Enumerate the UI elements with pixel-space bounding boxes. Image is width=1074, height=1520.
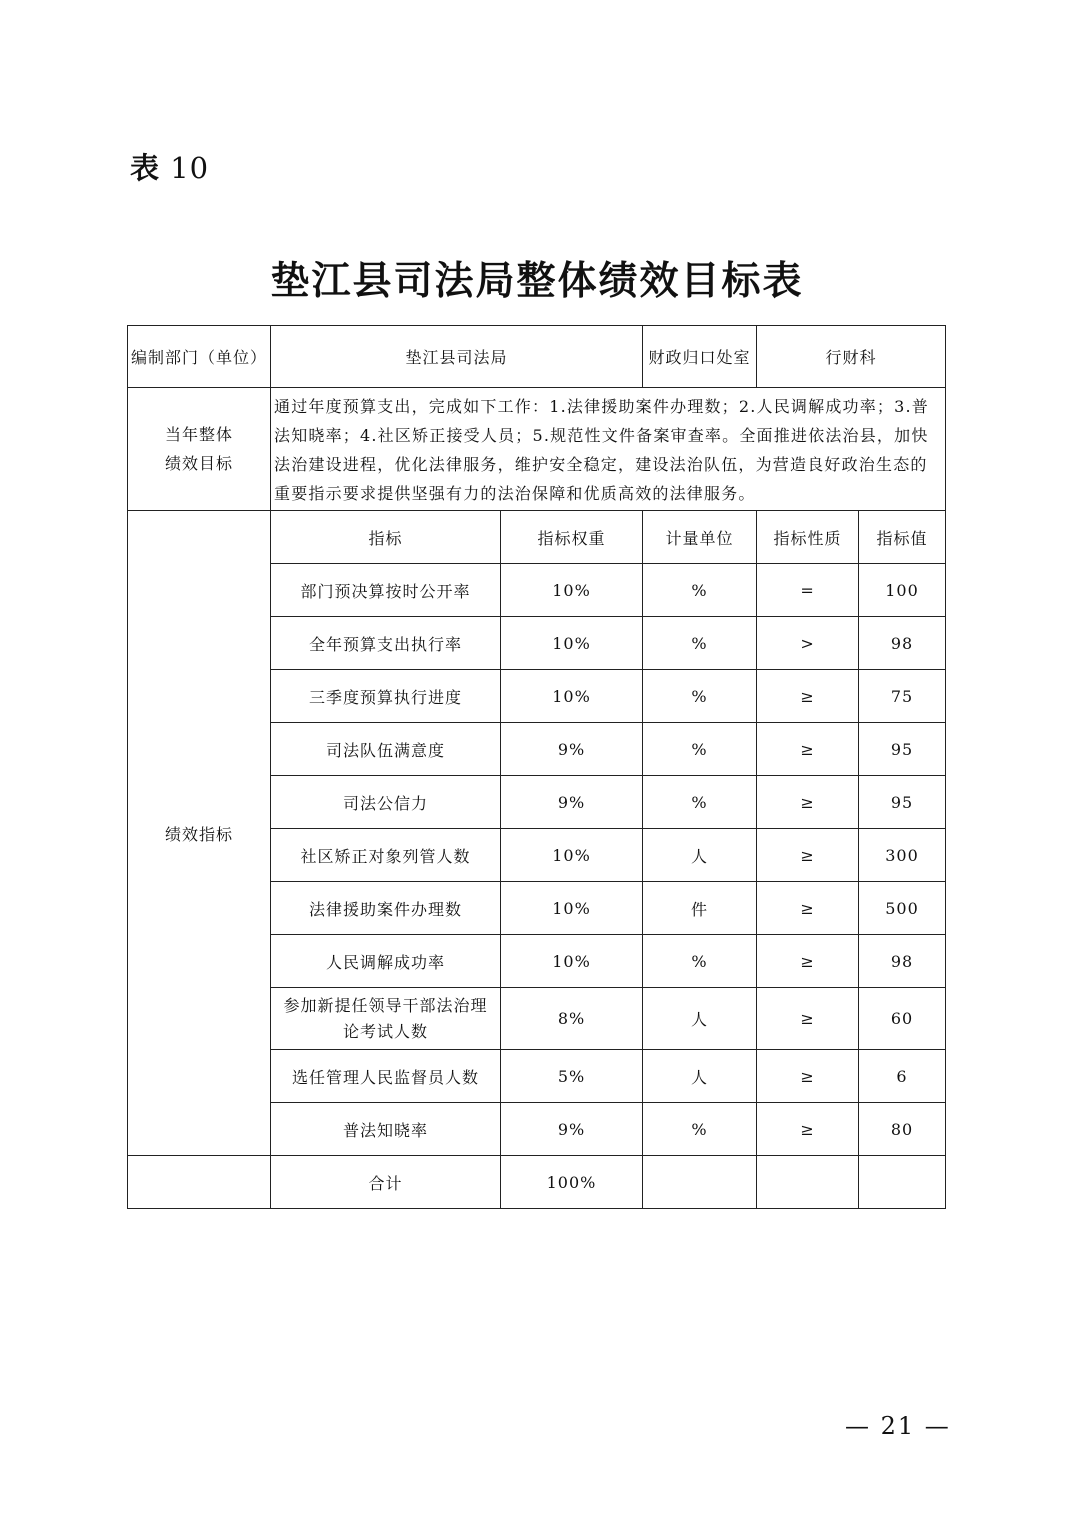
indicator-value: 80 [859,1103,946,1156]
indicator-value: 300 [859,829,946,882]
indicator-value: 6 [859,1050,946,1103]
finance-label-cell: 财政归口处室 [643,326,757,388]
goal-label-line1: 当年整体 [164,425,233,444]
indicator-name: 司法公信力 [271,776,501,829]
indicator-weight: 10% [501,670,643,723]
col-header-unit: 计量单位 [643,511,757,564]
indicator-nature: ≥ [757,988,859,1050]
goal-row [128,388,946,511]
indicator-value: 95 [859,776,946,829]
indicator-unit: % [643,776,757,829]
indicator-header-row [128,511,946,564]
indicator-name: 社区矫正对象列管人数 [271,829,501,882]
indicator-weight: 10% [501,882,643,935]
table-number-label [130,146,209,187]
total-label: 合计 [271,1156,501,1209]
indicator-unit: % [643,723,757,776]
indicator-weight: 10% [501,564,643,617]
indicator-unit: % [643,670,757,723]
goal-text-cell: 通过年度预算支出，完成如下工作：1.法律援助案件办理数；2.人民调解成功率；3.普法知晓率；4.社区矫正接受人员；5.规范性文件备案审查率。全面推进依法治县，加快法治建设进程，优化法律服务，维护安全稳定，建设法治队伍，为营造良好政治生态的重要指示要求提供坚强有力的法治保障和优质高效的法律服务。 [271,388,946,511]
indicator-unit: 件 [643,882,757,935]
indicator-nature: ≥ [757,1103,859,1156]
total-empty-left [128,1156,271,1209]
col-header-weight: 指标权重 [501,511,643,564]
col-header-nature: 指标性质 [757,511,859,564]
indicator-name: 全年预算支出执行率 [271,617,501,670]
indicator-nature: ≥ [757,776,859,829]
page-number: — 21 — [845,1412,951,1440]
table-label-number: 10 [170,151,210,185]
total-empty-unit [643,1156,757,1209]
indicator-weight: 9% [501,723,643,776]
indicator-unit: 人 [643,1050,757,1103]
indicator-value: 100 [859,564,946,617]
indicator-weight: 10% [501,935,643,988]
col-header-value: 指标值 [859,511,946,564]
indicator-nature: > [757,617,859,670]
total-row [128,1156,946,1209]
indicator-weight: 8% [501,988,643,1050]
goal-label-cell [128,388,271,511]
indicator-nature: = [757,564,859,617]
indicator-weight: 10% [501,829,643,882]
indicator-value: 98 [859,617,946,670]
dept-label-cell: 编制部门（单位） [128,326,271,388]
indicator-name: 选任管理人民监督员人数 [271,1050,501,1103]
indicator-nature: ≥ [757,829,859,882]
table-label-prefix: 表 [130,151,161,185]
indicator-name: 部门预决算按时公开率 [271,564,501,617]
indicator-weight: 9% [501,776,643,829]
indicator-name: 参加新提任领导干部法治理论考试人数 [271,988,501,1050]
indicator-weight: 10% [501,617,643,670]
indicator-weight: 9% [501,1103,643,1156]
document-title: 垫江县司法局整体绩效目标表 [270,259,804,304]
finance-value-cell: 行财科 [757,326,946,388]
dept-value-cell: 垫江县司法局 [271,326,643,388]
indicator-name: 三季度预算执行进度 [271,670,501,723]
col-header-indicator: 指标 [271,511,501,564]
performance-target-table [127,325,946,1209]
indicator-nature: ≥ [757,935,859,988]
indicator-nature: ≥ [757,670,859,723]
indicator-name: 司法队伍满意度 [271,723,501,776]
indicator-value: 98 [859,935,946,988]
indicator-name: 普法知晓率 [271,1103,501,1156]
total-weight: 100% [501,1156,643,1209]
total-empty-value [859,1156,946,1209]
indicator-nature: ≥ [757,1050,859,1103]
indicator-unit: 人 [643,988,757,1050]
indicator-unit: % [643,564,757,617]
indicator-unit: % [643,1103,757,1156]
indicator-name: 法律援助案件办理数 [271,882,501,935]
indicator-value: 95 [859,723,946,776]
indicator-value: 75 [859,670,946,723]
indicator-weight: 5% [501,1050,643,1103]
indicator-nature: ≥ [757,882,859,935]
indicators-section-label: 绩效指标 [128,511,271,1156]
goal-label-line2: 绩效目标 [164,454,233,473]
indicator-nature: ≥ [757,723,859,776]
indicator-unit: % [643,617,757,670]
header-row [128,326,946,388]
indicator-unit: 人 [643,829,757,882]
indicator-name: 人民调解成功率 [271,935,501,988]
indicator-value: 500 [859,882,946,935]
indicator-unit: % [643,935,757,988]
indicator-value: 60 [859,988,946,1050]
total-empty-nature [757,1156,859,1209]
